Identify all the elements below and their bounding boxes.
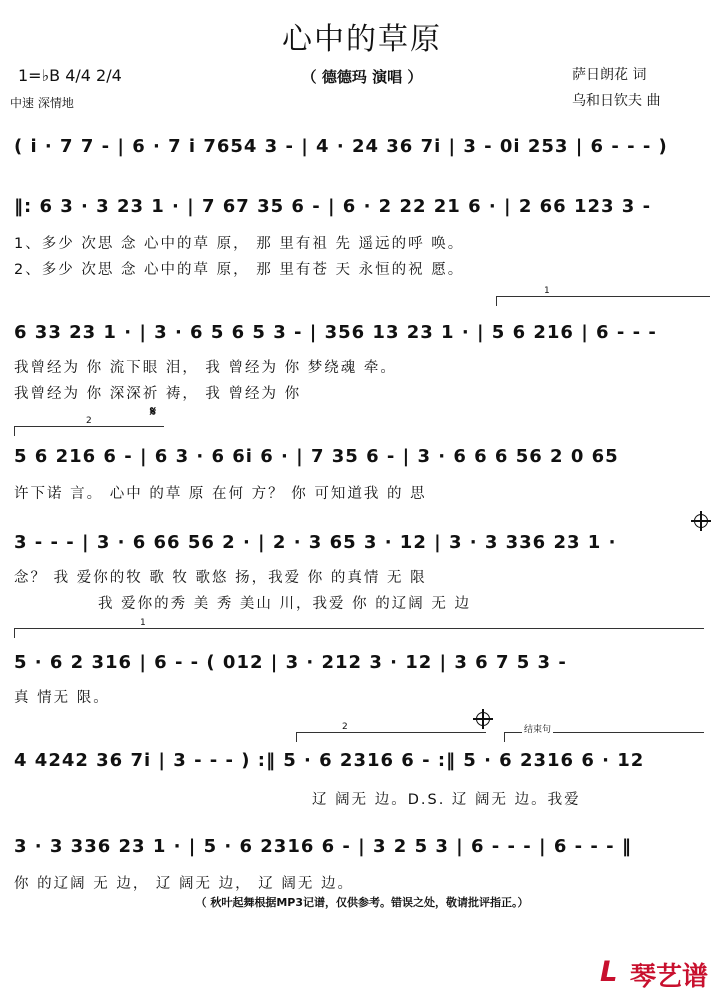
volta-2-bracket-second	[296, 722, 486, 733]
lyricist-credit: 萨日朗花 词	[572, 67, 647, 83]
page-title: 心中的草原	[282, 22, 442, 57]
lyric-line-5-a: 念？ 我 爱你的牧 歌 牧 歌悠 扬，我爱 你 的真情 无 限	[14, 570, 427, 586]
ending-bracket	[504, 725, 704, 735]
score-line-2: ‖: 6 3 · 3 23 1 · | 7 67 35 6 - | 6 · 2 22 21 6 · | 2 66 123 3 -	[14, 196, 652, 217]
score-line-7: 4 4242 36 7i | 3 - - - ) :‖ 5 · 6 2316 6 - :‖ 5 · 6 2316 6 · 12	[14, 750, 645, 771]
ending-label: 结束句	[522, 722, 553, 735]
lyric-line-3-verse-2: 我曾经为 你 深深祈 祷， 我 曾经为 你	[14, 386, 302, 402]
score-line-6: 5 · 6 2 316 | 6 - - ( 012 | 3 · 212 3 · 12 | 3 6 7 5 3 -	[14, 652, 567, 673]
lyric-line-2-verse-1: 1、多少 次思 念 心中的草 原， 那 里有祖 先 遥远的呼 唤。	[14, 236, 465, 252]
coda-icon-second	[476, 712, 490, 726]
lyric-line-6: 真 情无 限。	[14, 690, 110, 706]
logo-mark: ᒪ	[600, 955, 618, 988]
key-signature: 1=♭B 4/4 2/4	[18, 66, 122, 85]
performer-subtitle: （ 德德玛 演唱 ）	[301, 68, 423, 86]
lyric-line-3-verse-1: 我曾经为 你 流下眼 泪， 我 曾经为 你 梦绕魂 牵。	[14, 360, 397, 376]
volta-1-bracket	[496, 286, 710, 297]
site-logo: 琴艺谱	[630, 962, 709, 992]
volta-2-bracket	[14, 416, 164, 427]
composer-credit: 乌和日钦夫 曲	[572, 93, 661, 109]
lyric-line-7: 辽 阔无 边。D.S. 辽 阔无 边。我爱	[312, 792, 581, 808]
tempo-marking: 中速 深情地	[10, 96, 74, 110]
volta-1-label-second: 1	[140, 618, 146, 628]
lyric-line-5-b: 我 爱你的秀 美 秀 美山 川，我爱 你 的辽阔 无 边	[98, 596, 471, 612]
lyric-line-2-verse-2: 2、多少 次思 念 心中的草 原， 那 里有苍 天 永恒的祝 愿。	[14, 262, 465, 278]
volta-2-label: 2	[86, 416, 92, 426]
lyric-line-4: 许下诺 言。 心中 的草 原 在何 方？ 你 可知道我 的 思	[14, 486, 427, 502]
lyric-line-8: 你 的辽阔 无 边， 辽 阔无 边， 辽 阔无 边。	[14, 876, 354, 892]
volta-1-label: 1	[544, 286, 550, 296]
coda-icon	[694, 514, 708, 528]
segno-icon: 𝄋	[150, 404, 157, 420]
score-line-5: 3 - - - | 3 · 6 66 56 2 · | 2 · 3 65 3 · 12 | 3 · 3 336 23 1 ·	[14, 532, 617, 553]
score-line-8: 3 · 3 336 23 1 · | 5 · 6 2316 6 - | 3 2 5 3 | 6 - - - | 6 - - - ‖	[14, 836, 632, 857]
transcription-note: （ 秋叶起舞根据MP3记谱，仅供参考。错误之处，敬请批评指正。）	[195, 896, 529, 909]
volta-1-bracket-second	[14, 618, 704, 629]
score-line-1: ( i · 7 7 - | 6 · 7 i 7654 3 - | 4 · 24 36 7i | 3 - 0i 253 | 6 - - - )	[14, 136, 668, 157]
score-line-4: 5 6 216 6 - | 6 3 · 6 6i 6 · | 7 35 6 - | 3 · 6 6 6 56 2 0 65	[14, 446, 619, 467]
score-line-3: 6 33 23 1 · | 3 · 6 5 6 5 3 - | 356 13 23 1 · | 5 6 216 | 6 - - -	[14, 322, 657, 343]
volta-2-label-second: 2	[342, 722, 348, 732]
